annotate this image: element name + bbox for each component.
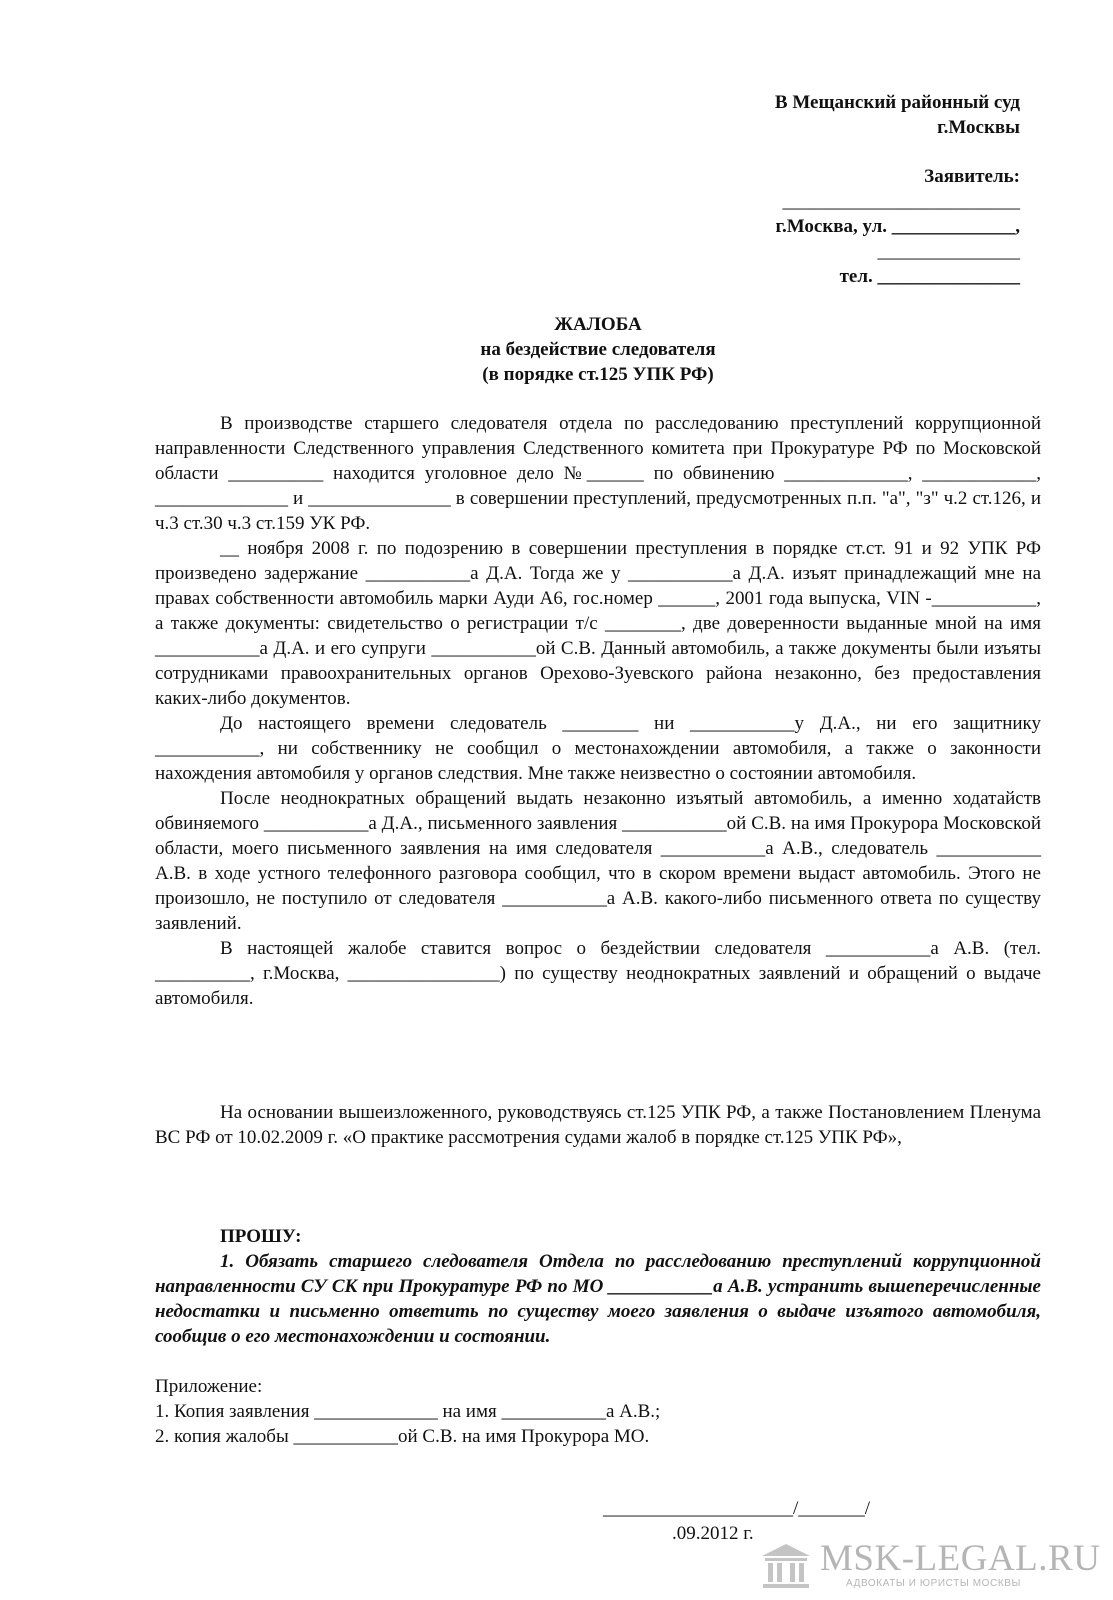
attachments-label: Приложение: <box>155 1376 263 1397</box>
paragraph-appeals: После неоднократных обращений выдать незаконно изъятый автомобиль, а именно ходатайств обвиняемого ___________а Д.А., письменного заявления ___________ой С.В. на имя Прокурора Московской области, моего письменного заявления на имя следователя ___________а А.В., следователь ___________ А.В. в ходе устного телефонного разговора сообщил, что в скором времени выдаст автомобиль. Этого не произошло, не поступило от следователя ___________а А.В. какого-либо письменного ответа по существу заявлений. <box>155 788 1041 934</box>
court-city: г.Москвы <box>937 117 1020 138</box>
document-subtitle-basis: (в порядке ст.125 УПК РФ) <box>482 364 714 385</box>
address-blank: _______________ <box>877 241 1020 262</box>
signature-date: .09.2012 г. <box>672 1523 754 1544</box>
court-name: В Мещанский районный суд <box>774 92 1020 113</box>
courthouse-icon <box>760 1542 812 1590</box>
attachments <box>155 1374 1041 1449</box>
watermark-logo <box>760 1538 1105 1594</box>
paragraph-detention: __ ноября 2008 г. по подозрению в совершении преступления в порядке ст.ст. 91 и 92 УПК РФ произведено задержание ___________а Д.А. Тогда же у ___________а Д.А. изъят принадлежащий мне на правах собственности автомобиль марки Ауди А6, гос.номер ______, 2001 года выпуска, VIN -___________, а также документы: свидетельство о регистрации т/с ________, две доверенности выданные мной на имя ___________а Д.А. и его супруги ___________ой С.В. Данный автомобиль, а также документы были изъяты сотрудниками правоохранительных органов Орехово-Зуевского района незаконно, без предоставления каких-либо документов. <box>155 538 1041 709</box>
attachment-item: 2. копия жалобы ___________ой С.В. на имя Прокурора МО. <box>155 1426 650 1447</box>
legal-basis <box>155 1100 1041 1150</box>
applicant-blank: _________________________ <box>782 191 1020 212</box>
applicant-label: Заявитель: <box>924 166 1020 187</box>
document-title: ЖАЛОБА <box>554 314 642 335</box>
watermark-name: MSK-LEGAL.RU <box>820 1538 1101 1579</box>
watermark-tagline: АДВОКАТЫ И ЮРИСТЫ МОСКВЫ <box>846 1578 1021 1589</box>
document-subtitle: на бездействие следователя <box>480 339 716 360</box>
attachment-item: 1. Копия заявления _____________ на имя ___________а А.В.; <box>155 1401 661 1422</box>
applicant-address: г.Москва, ул. _____________, <box>775 216 1020 237</box>
request-list <box>155 1249 1041 1349</box>
applicant-phone: тел. _______________ <box>839 266 1020 287</box>
paragraph-complaint-subject: В настоящей жалобе ставится вопрос о бездействии следователя ___________а А.В. (тел. __________, г.Москва, ________________) по существу неоднократных заявлений и обращений о выдаче автомобиля. <box>155 938 1041 1009</box>
signature-line: ____________________/_______/ <box>603 1498 871 1519</box>
request-heading: ПРОШУ: <box>220 1226 302 1247</box>
paragraph-case: В производстве старшего следователя отдела по расследованию преступлений коррупционной направленности Следственного управления Следственного комитета при Прокуратуре РФ по Московской области __________ находится уголовное дело №______ по обвинению _____________, ____________, ______________ и _______________ в совершении преступлений, предусмотренных п.п. "а", "з" ч.2 ст.126, и ч.3 ст.30 ч.3 ст.159 УК РФ. <box>155 413 1041 534</box>
request-item: 1. Обязать старшего следователя Отдела по расследованию преступлений коррупционной направленности СУ СК при Прокуратуре РФ по МО ___________а А.В. устранить вышеперечисленные недостатки и письменно ответить по существу моего заявления о выдаче изъятого автомобиля, сообщив о его местонахождении и состоянии. <box>155 1251 1041 1347</box>
paragraph-legal-basis: На основании вышеизложенного, руководствуясь ст.125 УПК РФ, а также Постановлением Пленума ВС РФ от 10.02.2009 г. «О практике рассмотрения судами жалоб в порядке ст.125 УПК РФ», <box>155 1102 1041 1148</box>
complaint-body <box>155 411 1041 1011</box>
paragraph-no-info: До настоящего времени следователь ________ ни ___________у Д.А., ни его защитнику ___________, ни собственнику не сообщил о местонахождении автомобиля, а также о законности нахождения автомобиля у органов следствия. Мне также неизвестно о состоянии автомобиля. <box>155 713 1041 784</box>
